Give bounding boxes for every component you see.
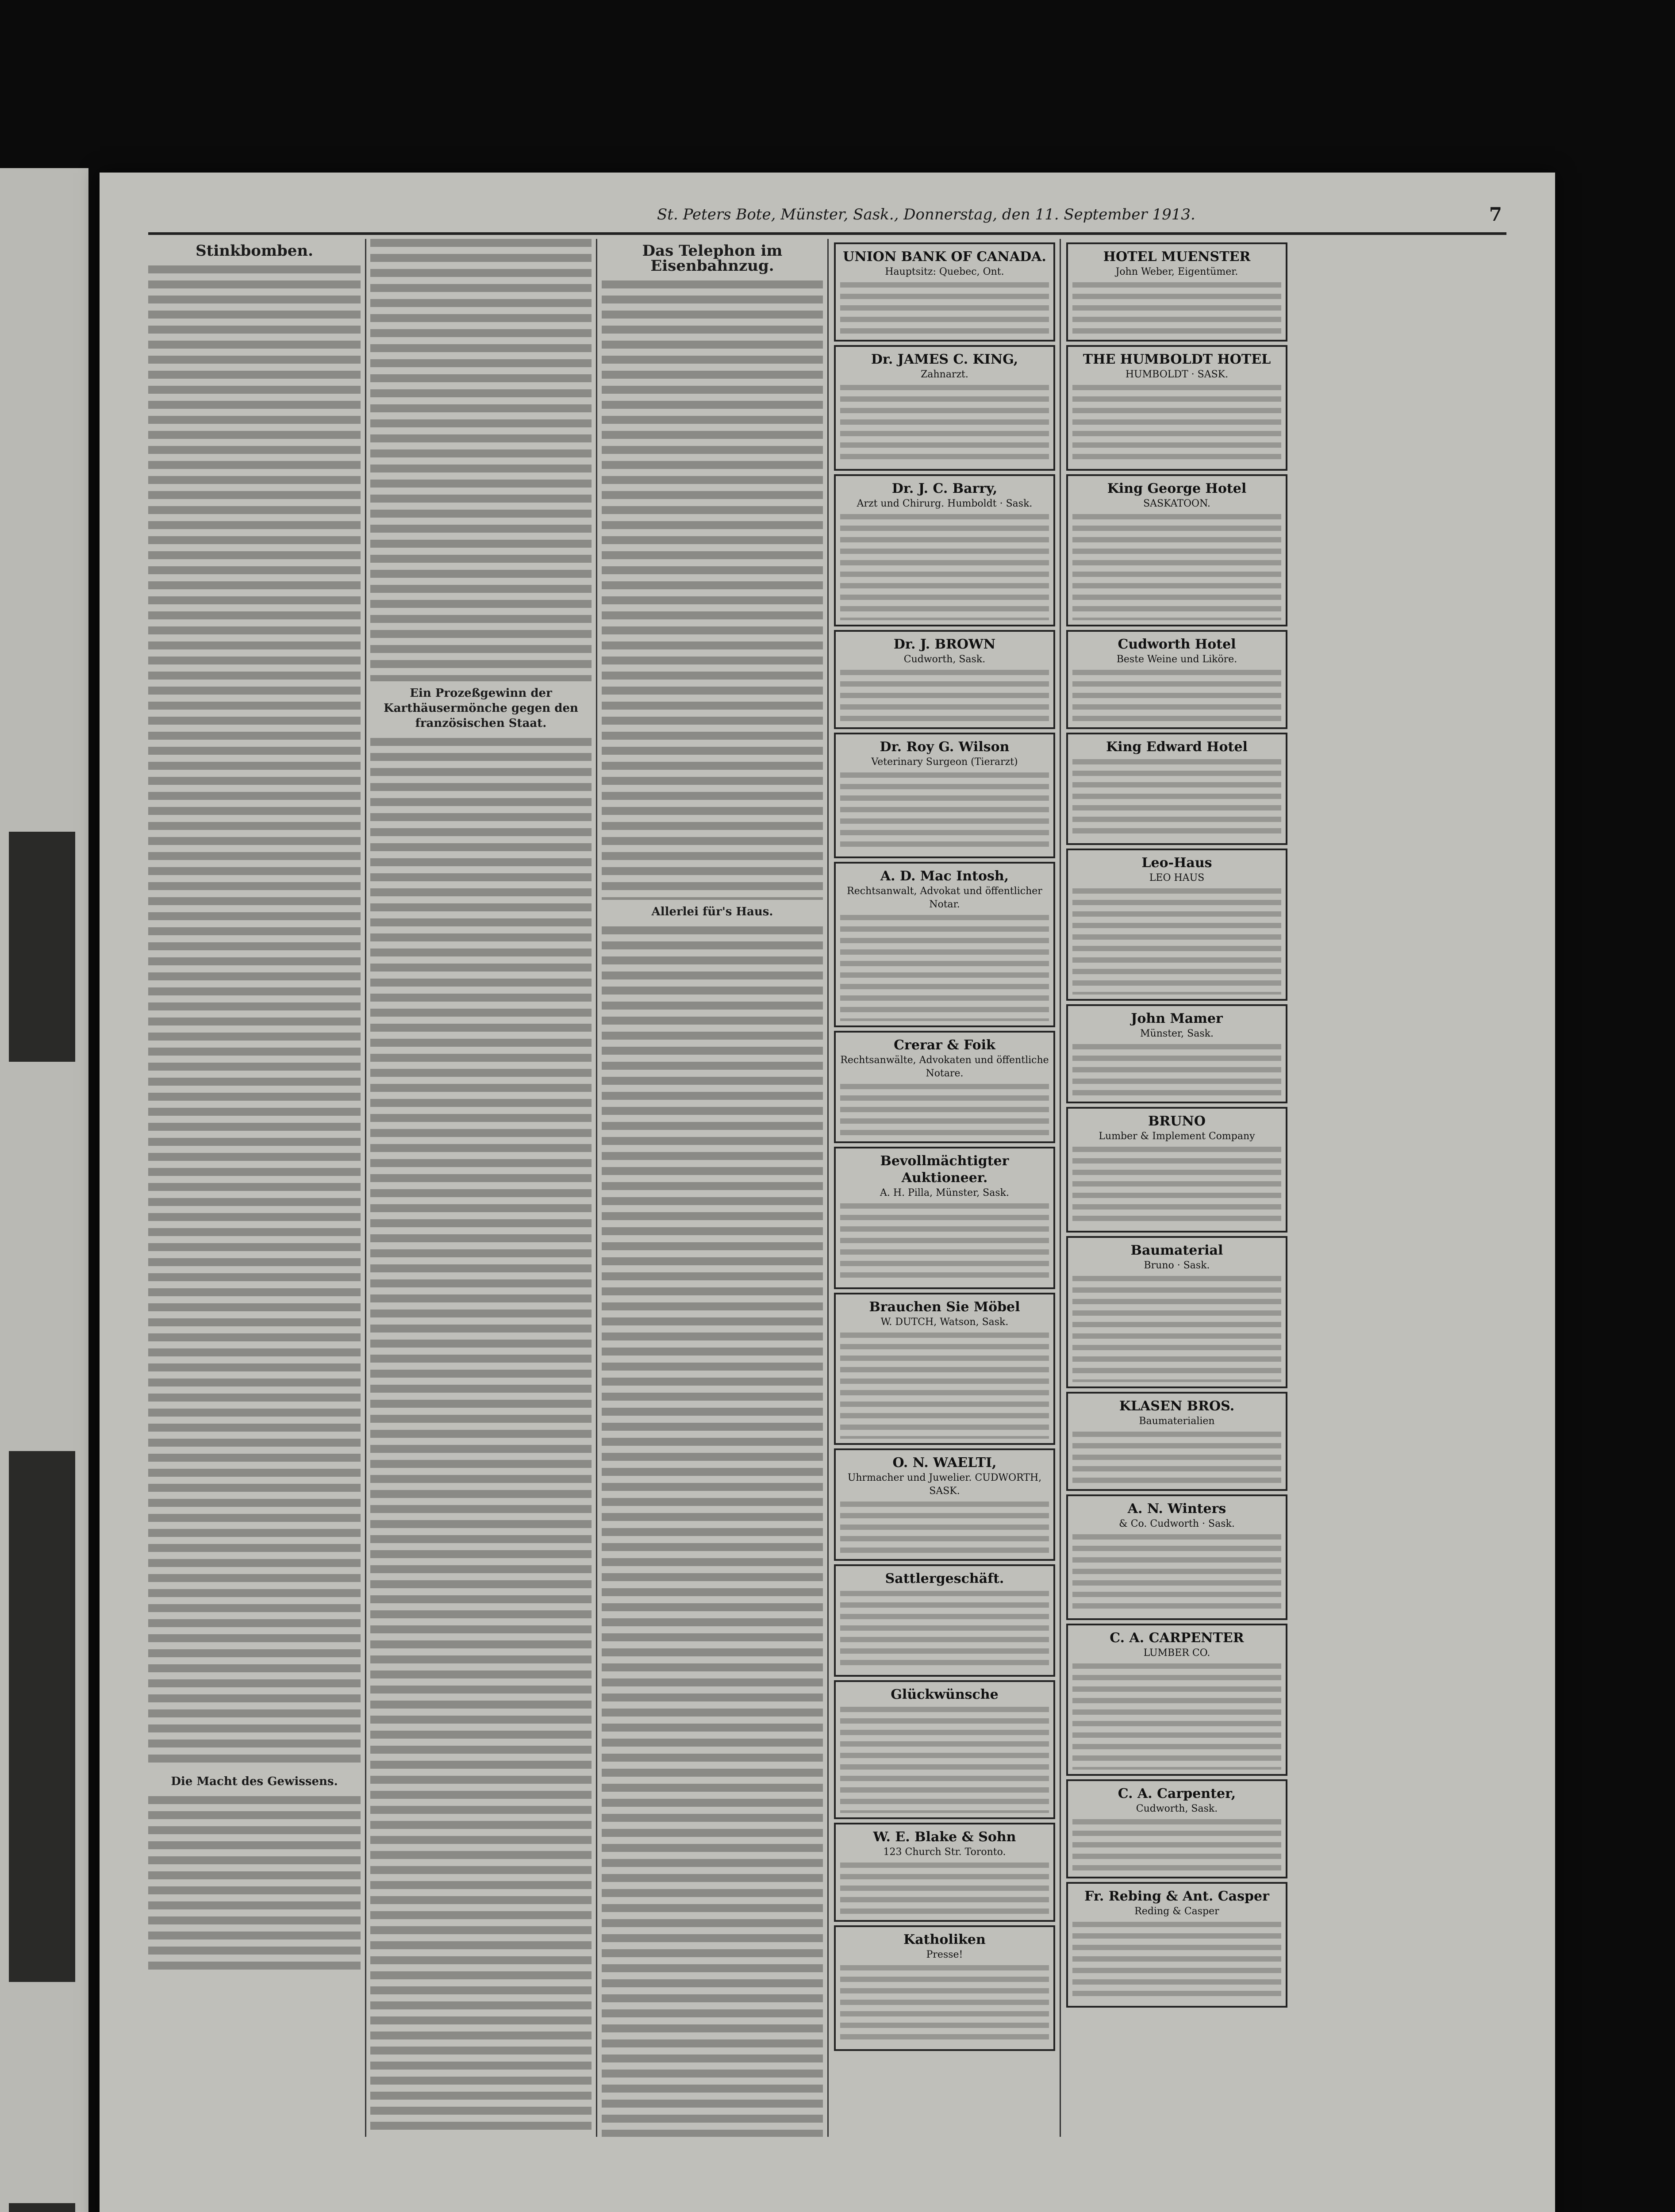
adjacent-page-edge	[0, 168, 88, 2212]
article-title: Stinkbomben.	[196, 242, 313, 260]
advertisement-subtitle: Uhrmacher und Juwelier. CUDWORTH, SASK.	[847, 1472, 1042, 1497]
advertisement-subtitle: Hauptsitz: Quebec, Ont.	[885, 266, 1004, 277]
advertisement-subtitle: 123 Church Str. Toronto.	[883, 1847, 1006, 1858]
advertisement-title: Sattlergeschäft.	[885, 1571, 1004, 1586]
advertisement-subtitle: Lumber & Implement Company	[1099, 1131, 1255, 1142]
advertisement-title: Fr. Rebing & Ant. Casper	[1084, 1889, 1269, 1904]
article-column-3	[602, 239, 823, 2137]
advertisement-title: W. E. Blake & Sohn	[873, 1829, 1016, 1845]
advertisement-subtitle: Arzt und Chirurg. Humboldt · Sask.	[857, 498, 1033, 509]
article-subtitle: Allerlei für's Haus.	[651, 905, 773, 918]
advertisement-subtitle: Beste Weine und Liköre.	[1116, 654, 1237, 665]
ads-column-right	[1066, 239, 1287, 2137]
advertisement	[1066, 242, 1287, 342]
advertisement-title: HOTEL MUENSTER	[1103, 249, 1251, 265]
advertisement	[1066, 474, 1287, 626]
advertisement	[1066, 733, 1287, 845]
advertisement-title: BRUNO	[1148, 1114, 1206, 1129]
advertisement	[1066, 630, 1287, 729]
adjacent-page-ink	[9, 832, 75, 1062]
advertisement-title: Crerar & Foik	[894, 1037, 995, 1053]
advertisement-subtitle: Cudworth, Sask.	[903, 654, 986, 665]
advertisement-subtitle: Bruno · Sask.	[1144, 1260, 1210, 1271]
advertisement-title: O. N. WAELTI,	[892, 1455, 997, 1471]
advertisement-subtitle: Rechtsanwälte, Advokaten und öffentliche Notare.	[840, 1055, 1049, 1079]
advertisement	[834, 1680, 1055, 1819]
advertisement-subtitle: Baumaterialien	[1139, 1416, 1215, 1427]
article-column-2	[370, 239, 592, 2137]
adjacent-page-ink	[9, 2203, 75, 2212]
advertisement	[1066, 1107, 1287, 1233]
article-title: Ein Prozeßgewinn der Karthäusermönche gegen den französischen Staat.	[384, 687, 578, 730]
advertisement-title: A. N. Winters	[1127, 1501, 1226, 1517]
page-header	[148, 206, 1506, 235]
advertisement	[834, 733, 1055, 858]
ads-column-left	[834, 239, 1055, 2137]
advertisement-subtitle: W. DUTCH, Watson, Sask.	[880, 1317, 1009, 1328]
advertisement-subtitle: Reding & Casper	[1134, 1906, 1219, 1917]
advertisement	[1066, 1004, 1287, 1103]
advertisement	[1066, 1882, 1287, 2008]
advertisement-title: C. A. Carpenter,	[1118, 1786, 1236, 1801]
advertisement-title: Baumaterial	[1130, 1243, 1223, 1258]
advertisement	[1066, 345, 1287, 471]
advertisement	[834, 630, 1055, 729]
advertisement-title: KLASEN BROS.	[1119, 1398, 1235, 1414]
advertisement-subtitle: A. H. Pilla, Münster, Sask.	[880, 1187, 1009, 1198]
advertisement	[834, 1448, 1055, 1561]
advertisement	[834, 1564, 1055, 1677]
advertisement-title: Cudworth Hotel	[1118, 637, 1236, 652]
article-column-1	[148, 239, 361, 2137]
advertisement-title: C. A. CARPENTER	[1110, 1630, 1244, 1646]
advertisement-subtitle: Zahnarzt.	[921, 369, 968, 380]
advertisement	[834, 242, 1055, 342]
advertisement-subtitle: Rechtsanwalt, Advokat und öffentlicher Notar.	[847, 886, 1042, 910]
adjacent-page-ink	[9, 1451, 75, 1982]
advertisement-subtitle: LUMBER CO.	[1143, 1647, 1210, 1659]
advertisement	[834, 1147, 1055, 1289]
advertisement-subtitle: Presse!	[926, 1949, 963, 1960]
advertisement	[834, 862, 1055, 1027]
advertisement-subtitle: John Weber, Eigentümer.	[1115, 266, 1238, 277]
advertisement-subtitle: Veterinary Surgeon (Tierarzt)	[871, 757, 1018, 768]
advertisement-subtitle: Cudworth, Sask.	[1136, 1803, 1218, 1814]
article-title: Das Telephon im Eisenbahnzug.	[642, 242, 783, 275]
advertisement	[834, 1925, 1055, 2051]
column-rule	[365, 239, 366, 2137]
advertisement-title: Dr. J. C. Barry,	[891, 481, 998, 496]
advertisement-subtitle: HUMBOLDT · SASK.	[1125, 369, 1229, 380]
advertisement	[834, 1293, 1055, 1445]
advertisement-title: Dr. J. BROWN	[893, 637, 996, 652]
advertisement-subtitle: SASKATOON.	[1143, 498, 1210, 509]
advertisement	[834, 345, 1055, 471]
advertisement-title: Bevollmächtigter Auktioneer.	[880, 1153, 1009, 1186]
advertisement-subtitle: LEO HAUS	[1149, 872, 1205, 883]
advertisement-title: Leo-Haus	[1141, 855, 1212, 871]
advertisement-title: A. D. Mac Intosh,	[880, 868, 1009, 884]
advertisement	[1066, 1392, 1287, 1491]
advertisement-title: King George Hotel	[1107, 481, 1247, 496]
advertisement-title: Glückwünsche	[891, 1687, 999, 1702]
advertisement-title: Dr. JAMES C. KING,	[871, 352, 1018, 367]
article-body	[148, 265, 361, 1770]
column-rule	[1060, 239, 1061, 2137]
page-number: 7	[1489, 204, 1502, 225]
advertisement-title: Katholiken	[903, 1932, 986, 1947]
advertisement-subtitle: Münster, Sask.	[1140, 1028, 1214, 1039]
advertisement	[834, 1031, 1055, 1143]
advertisement	[1066, 849, 1287, 1001]
column-rule	[827, 239, 829, 2137]
advertisement	[1066, 1236, 1287, 1388]
advertisement-title: Brauchen Sie Möbel	[869, 1299, 1020, 1315]
page-header-title: St. Peters Bote, Münster, Sask., Donnerstag, den 11. September 1913.	[657, 206, 1195, 223]
article-subtitle: Die Macht des Gewissens.	[171, 1775, 338, 1788]
advertisement-title: John Mamer	[1131, 1011, 1223, 1026]
advertisement	[834, 474, 1055, 626]
advertisement	[1066, 1624, 1287, 1776]
advertisement-subtitle: & Co. Cudworth · Sask.	[1119, 1518, 1235, 1529]
advertisement	[1066, 1494, 1287, 1620]
advertisement-title: THE HUMBOLDT HOTEL	[1083, 352, 1271, 367]
newspaper-page	[100, 173, 1555, 2212]
column-rule	[596, 239, 597, 2137]
advertisement-title: UNION BANK OF CANADA.	[843, 249, 1046, 265]
advertisement	[834, 1823, 1055, 1922]
advertisement-title: Dr. Roy G. Wilson	[880, 739, 1010, 755]
advertisement	[1066, 1779, 1287, 1878]
advertisement-title: King Edward Hotel	[1106, 739, 1248, 755]
